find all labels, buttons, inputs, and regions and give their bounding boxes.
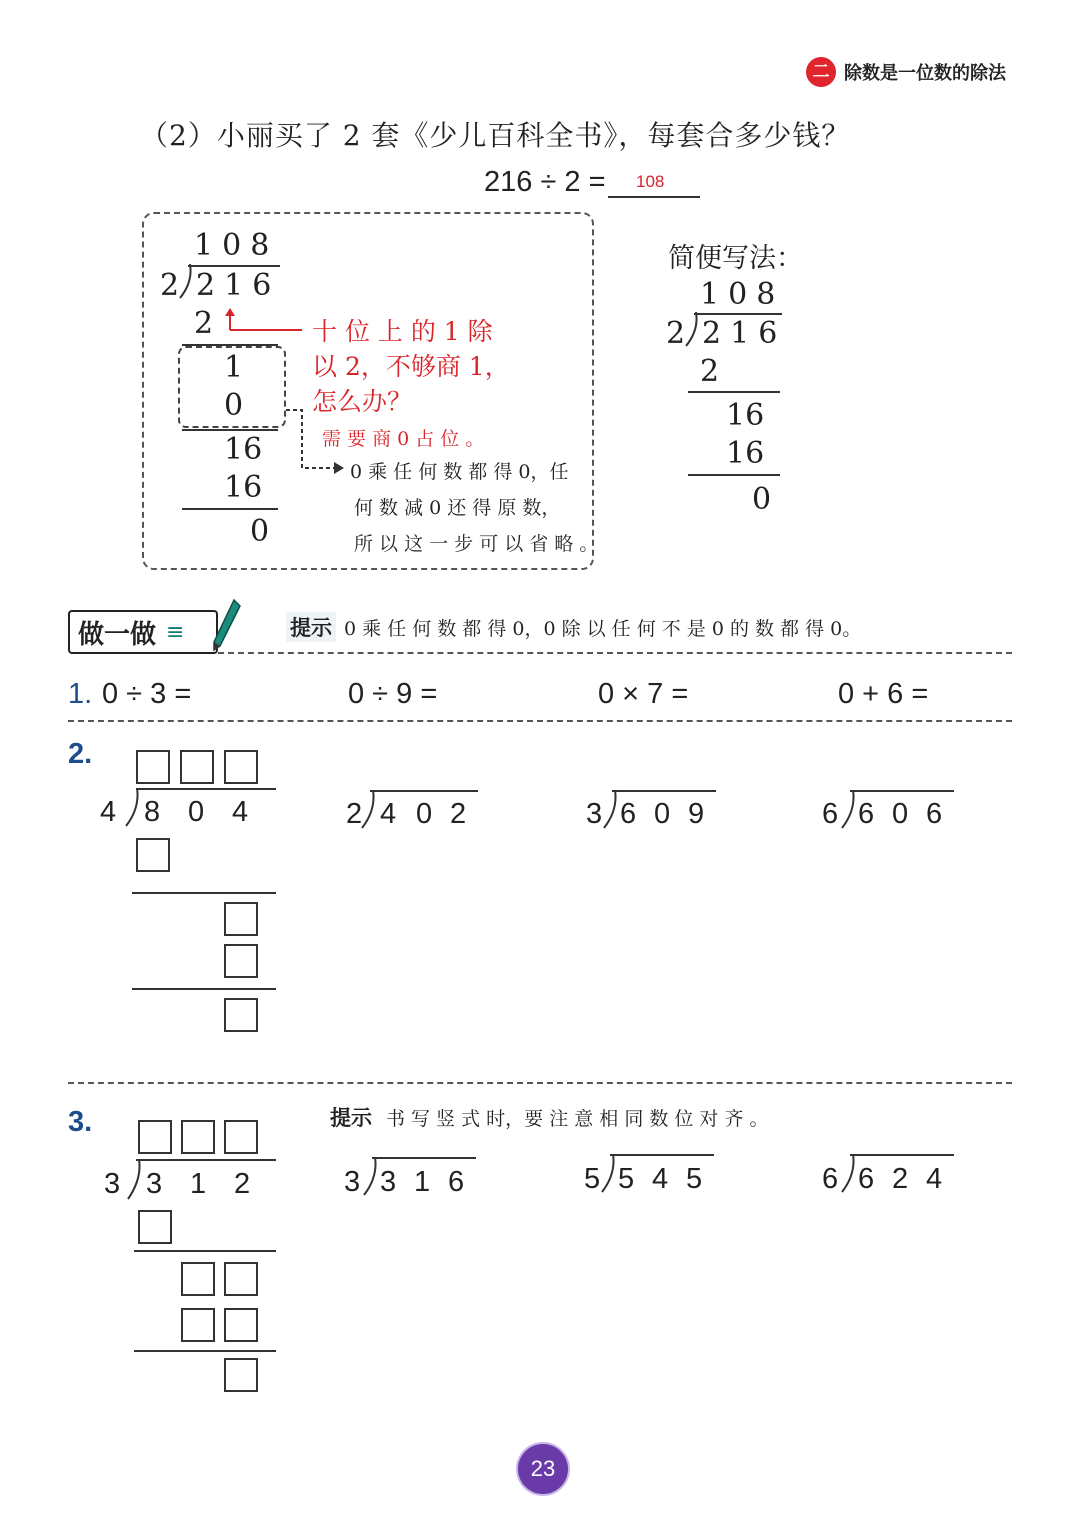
q3-number: 3. <box>68 1106 93 1138</box>
dividend-digit: 3 <box>380 1166 397 1198</box>
division-bracket <box>126 1159 144 1201</box>
divisor: 6 <box>822 798 839 830</box>
answer-box[interactable] <box>224 944 258 978</box>
dividend-digit: 2 <box>892 1163 909 1195</box>
division-top-line <box>370 790 478 792</box>
answer-value: 108 <box>636 172 665 191</box>
shortcut-step: 16 <box>726 436 765 471</box>
quotient-digit: 1 <box>700 277 720 312</box>
answer-line <box>608 196 700 198</box>
division-top-line <box>694 313 782 315</box>
dividend-digit: 1 <box>414 1166 431 1198</box>
q1-item: 0 ÷ 3 = <box>102 678 192 710</box>
dividend-digit: 0 <box>654 798 671 830</box>
step-bring-down: 16 <box>224 432 263 467</box>
unit-badge: 二 <box>806 57 836 87</box>
dividend-digit: 6 <box>858 798 875 830</box>
division-top-line <box>136 788 276 790</box>
division-top-line <box>136 1159 276 1161</box>
answer-box[interactable] <box>180 750 214 784</box>
practice-title: 做一做 <box>78 619 157 650</box>
dividend-digit: 6 <box>858 1163 875 1195</box>
note-line: 十 位 上 的 1 除 <box>312 317 493 346</box>
dividend-digit: 2 <box>450 798 467 830</box>
division-top-line <box>372 1157 476 1159</box>
step-line <box>182 429 278 431</box>
dividend-digit: 4 <box>652 1163 669 1195</box>
note-line: 所 以 这 一 步 可 以 省 略 。 <box>354 533 599 555</box>
divisor: 4 <box>100 796 117 828</box>
divisor: 6 <box>822 1163 839 1195</box>
answer-box[interactable] <box>224 1358 258 1392</box>
divisor: 2 <box>160 268 180 303</box>
dividend-digit: 4 <box>926 1163 943 1195</box>
dividend-digit: 6 <box>448 1166 465 1198</box>
answer-box[interactable] <box>138 1210 172 1244</box>
q1-item: 0 + 6 = <box>838 678 929 710</box>
section-divider <box>68 720 1012 722</box>
shortcut-title: 简便写法： <box>668 243 803 274</box>
dividend <box>196 268 271 303</box>
shortcut-dividend <box>702 316 777 351</box>
step-product-2: 16 <box>224 470 263 505</box>
note-line: 0 乘 任 何 数 都 得 0，任 <box>350 461 569 483</box>
final-remainder: 0 <box>250 514 270 549</box>
division-bracket <box>600 1154 618 1194</box>
divisor: 3 <box>586 798 603 830</box>
dividend-digit: 9 <box>688 798 705 830</box>
step-line <box>132 892 276 894</box>
division-top-line <box>612 790 716 792</box>
unit-title: 除数是一位数的除法 <box>844 63 1006 84</box>
step-zero-product: 0 <box>224 388 244 423</box>
dividend-digit: 6 <box>926 798 943 830</box>
note-line: 何 数 减 0 还 得 原 数， <box>354 497 561 519</box>
step-line <box>182 508 278 510</box>
division-bracket <box>362 1157 380 1197</box>
answer-box[interactable] <box>136 750 170 784</box>
dividend-digit: 3 <box>146 1168 163 1200</box>
answer-box[interactable] <box>224 750 258 784</box>
division-bracket <box>360 790 378 830</box>
practice-hint <box>286 612 861 642</box>
dividend-digit: 5 <box>686 1163 703 1195</box>
answer-box[interactable] <box>224 1308 258 1342</box>
divisor: 3 <box>344 1166 361 1198</box>
dividend-digit: 6 <box>758 316 778 351</box>
note-black <box>350 454 598 562</box>
step-line <box>688 474 780 476</box>
answer-box[interactable] <box>224 1262 258 1296</box>
answer-box[interactable] <box>224 1120 258 1154</box>
division-top-line <box>850 1154 954 1156</box>
hint-text: 0 乘 任 何 数 都 得 0，0 除 以 任 何 不 是 0 的 数 都 得 0。 <box>344 618 862 640</box>
shortcut-step: 2 <box>700 354 720 389</box>
section-divider <box>218 652 1012 654</box>
quotient-digit: 0 <box>728 277 748 312</box>
q1-number: 1. <box>68 678 93 710</box>
dividend-digit: 0 <box>188 796 205 828</box>
division-top-line <box>850 790 954 792</box>
note-red <box>312 314 510 419</box>
note-line: 怎么办？ <box>312 387 413 416</box>
divisor: 5 <box>584 1163 601 1195</box>
example-question: （2）小丽买了 2 套《少儿百科全书》，每套合多少钱？ <box>140 119 851 152</box>
hint-label: 提示 <box>286 612 336 642</box>
quotient-digit: 0 <box>222 228 242 263</box>
lines-icon: ≡ <box>166 619 185 645</box>
division-bracket <box>178 264 194 300</box>
shortcut-quotient <box>700 277 775 312</box>
q1-item: 0 ÷ 9 = <box>348 678 438 710</box>
red-arrow <box>222 306 312 336</box>
example-equation: 216 ÷ 2 = <box>484 166 606 198</box>
pencil-icon <box>208 598 242 654</box>
shortcut-divisor: 2 <box>666 316 686 351</box>
division-bracket <box>602 790 620 830</box>
q1-item: 0 × 7 = <box>598 678 689 710</box>
step-line <box>134 1350 276 1352</box>
division-top-line <box>610 1154 714 1156</box>
dividend-digit: 8 <box>144 796 161 828</box>
dividend-digit: 5 <box>618 1163 635 1195</box>
dividend-digit: 6 <box>252 268 272 303</box>
note-line: 以 2，不够商 1， <box>312 352 510 381</box>
hint-text: 书 写 竖 式 时，要 注 意 相 同 数 位 对 齐 。 <box>386 1108 769 1130</box>
dividend-digit: 1 <box>730 316 750 351</box>
division-bracket <box>684 312 700 348</box>
division-bracket <box>840 790 858 830</box>
division-top-line <box>188 265 280 267</box>
dividend-digit: 4 <box>232 796 249 828</box>
shortcut-step: 0 <box>752 482 772 517</box>
dividend-digit: 4 <box>380 798 397 830</box>
dividend-digit: 0 <box>892 798 909 830</box>
dividend-digit: 1 <box>190 1168 207 1200</box>
divisor: 3 <box>104 1168 121 1200</box>
dividend-digit: 2 <box>196 268 216 303</box>
answer-box[interactable] <box>224 902 258 936</box>
dividend-digit: 6 <box>620 798 637 830</box>
shortcut-step: 16 <box>726 398 765 433</box>
answer-box[interactable] <box>181 1308 215 1342</box>
step-line <box>132 988 276 990</box>
step-line <box>134 1250 276 1252</box>
division-bracket <box>124 788 142 828</box>
answer-box[interactable] <box>138 1120 172 1154</box>
dividend-digit: 0 <box>416 798 433 830</box>
dividend-digit: 2 <box>234 1168 251 1200</box>
note-red-small: 需 要 商 0 占 位 。 <box>322 428 485 450</box>
step-remainder: 1 <box>224 350 244 385</box>
quotient-digit: 8 <box>756 277 776 312</box>
hint-label: 提示 <box>330 1106 372 1130</box>
section-divider <box>68 1082 1012 1084</box>
quotient-digit: 8 <box>250 228 270 263</box>
quotient-digit: 1 <box>194 228 214 263</box>
step-product: 2 <box>194 306 214 341</box>
q3-hint <box>330 1102 769 1132</box>
step-line <box>688 391 780 393</box>
answer-box[interactable] <box>224 998 258 1032</box>
division-bracket <box>840 1154 858 1194</box>
practice-title-box <box>68 610 218 654</box>
dividend-digit: 2 <box>702 316 722 351</box>
page-number: 23 <box>518 1444 568 1494</box>
q2-number: 2. <box>68 738 93 770</box>
answer-box[interactable] <box>136 838 170 872</box>
answer-box[interactable] <box>181 1262 215 1296</box>
answer-box[interactable] <box>181 1120 215 1154</box>
dividend-digit: 1 <box>224 268 244 303</box>
divisor: 2 <box>346 798 363 830</box>
quotient <box>194 228 269 263</box>
unit-header <box>806 56 1006 88</box>
